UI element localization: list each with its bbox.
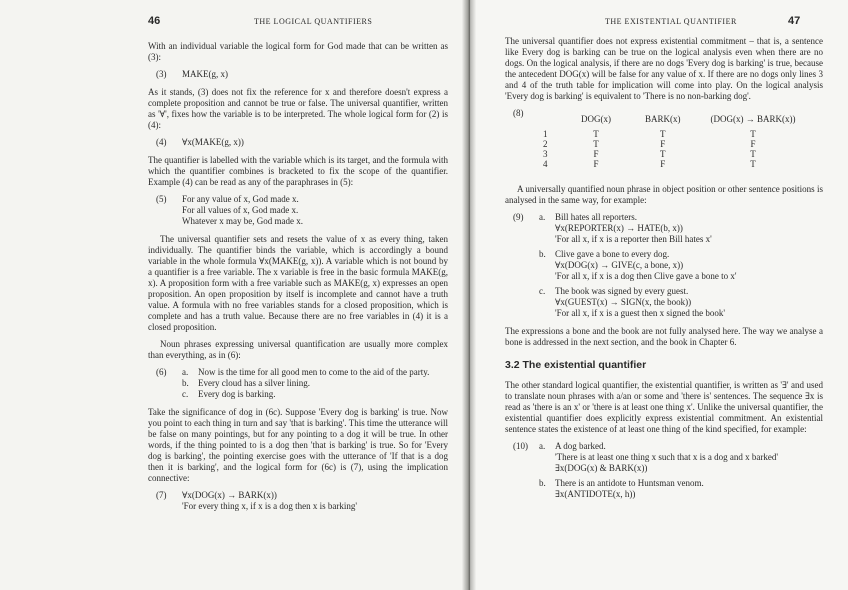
truth-table xyxy=(539,114,800,169)
right-text-column xyxy=(505,36,823,507)
formula: ∀x(GUEST(x) → SIGN(x, the book)) xyxy=(555,297,692,307)
paragraph: The universal quantifier does not express existential commitment – that is, a sentence like Every dog is barking can be true on the logical analysis even when there are no dogs. On the logical analysis, if there are no dogs 'Every dog is barking' is true, because the antecedent DOG(x) will be false for any value of x. If there are no dogs only lines 3 and 4 of the truth table for implication will come into play. On the logical analysis 'Every dog is barking' is equivalent to 'There is no non-barking dog'. xyxy=(505,36,823,101)
example-4 xyxy=(148,137,448,148)
example-number: (4) xyxy=(156,137,167,147)
gloss: 'For every thing x, if x is a dog then x is barking' xyxy=(182,501,357,511)
example-6 xyxy=(148,367,448,400)
example-sentence: Bill hates all reporters. xyxy=(555,212,637,222)
paragraph: Take the significance of dog in (6c). Suppose 'Every dog is barking' is true. Now you point to each thing in turn and say 'that is barking'. This time the utterance will be false on many pointings, but for any pointing to a dog it will be true. In other words, if the thing pointed to is a dog then 'that is barking' is true. So for 'Every dog is barking', the pointing exercise goes with the utterance of 'If that is a dog then it is barking', and the logical form for (6c) is (7), using the implication connective: xyxy=(148,407,448,483)
item-label: a. xyxy=(539,212,546,222)
left-text-column xyxy=(148,41,448,519)
example-number: (5) xyxy=(156,194,167,204)
paragraph: The universal quantifier sets and resets the value of x as every thing, taken individually. The quantifier binds the variable, which is accordingly a bound variable in the whole formula ∀x(MAKE(g, x)). A variable which is not bound by a quantifier is a free variable. The x variable is free in the basic formula MAKE(g, x). A proposition form with a free variable such as MAKE(g, x) expresses an open proposition. An open proposition by itself is incomplete and cannot have a truth value. A formula with no free variables stands for a closed proposition, which is complete and has a truth value. Because there are no free variables in (4) it is a closed proposition. xyxy=(148,234,448,332)
example-number: (8) xyxy=(513,108,524,118)
paraphrase-line: For any value of x, God made x. xyxy=(182,194,299,204)
paragraph: Noun phrases expressing universal quantification are usually more complex than everything, as in (6): xyxy=(148,339,448,360)
item-label: c. xyxy=(539,286,546,296)
gloss: 'For all x, if x is a dog then Clive gave a bone to x' xyxy=(555,271,737,281)
gloss: 'For all x, if x is a guest then x signed the book' xyxy=(555,308,725,318)
example-3 xyxy=(148,69,448,80)
formula: ∀x(DOG(x) → BARK(x)) xyxy=(182,490,277,500)
formula: ∀x(DOG(x) → GIVE(c, a bone, x)) xyxy=(555,260,684,270)
book-gutter xyxy=(462,0,476,590)
example-10 xyxy=(505,441,823,500)
example-number: (3) xyxy=(156,69,167,79)
item-label: b. xyxy=(182,378,189,388)
item-label: c. xyxy=(182,389,189,399)
paragraph: A universally quantified noun phrase in object position or other sentence positions is analysed in the same way, for example: xyxy=(505,184,823,205)
gloss: 'There is at least one thing x such that x is a dog and x barked' xyxy=(555,452,778,462)
formula: MAKE(g, x) xyxy=(182,69,228,79)
example-number: (9) xyxy=(513,212,524,222)
example-sentence: There is an antidote to Huntsman venom. xyxy=(555,478,704,488)
formula: ∀x(REPORTER(x) → HATE(b, x)) xyxy=(555,223,683,233)
example-sentence: A dog barked. xyxy=(555,441,606,451)
paragraph: The quantifier is labelled with the variable which is its target, and the formula with which the quantifier combines is bracketed to fix the scope of the quantifier. Example (4) can be read as any of the paraphrases in (5): xyxy=(148,155,448,187)
item-label: a. xyxy=(182,367,189,377)
example-sentence: Clive gave a bone to every dog. xyxy=(555,249,670,259)
example-number: (7) xyxy=(156,490,167,500)
paraphrase-line: Whatever x may be, God made x. xyxy=(182,216,303,226)
table-row: 4 F F T xyxy=(543,159,756,169)
table-row: 1 T T T xyxy=(543,129,756,139)
item-label: b. xyxy=(539,478,546,488)
paragraph: With an individual variable the logical form for God made that can be written as (3): xyxy=(148,41,448,62)
running-head-right: THE EXISTENTIAL QUANTIFIER xyxy=(605,17,737,26)
page-number-right: 47 xyxy=(788,15,801,27)
formula: ∃x(DOG(x) & BARK(x)) xyxy=(555,463,648,473)
example-sentence: Every dog is barking. xyxy=(198,389,276,399)
table-row: 2 T F F xyxy=(543,139,756,149)
example-sentence: The book was signed by every guest. xyxy=(555,286,689,296)
example-sentence: Now is the time for all good men to come to the aid of the party. xyxy=(198,367,430,377)
example-9 xyxy=(505,212,823,319)
formula: ∀x(MAKE(g, x)) xyxy=(182,137,244,147)
example-7 xyxy=(148,490,448,512)
page-number-left: 46 xyxy=(148,15,161,27)
column-header: (DOG(x) → BARK(x)) xyxy=(710,114,796,124)
formula: ∃x(ANTIDOTE(x, h)) xyxy=(555,489,636,499)
column-header: BARK(x) xyxy=(645,114,681,124)
paragraph: As it stands, (3) does not fix the reference for x and therefore doesn't express a complete proposition and cannot be true or false. The universal quantifier, written as '∀', fixes how the variable is to be interpreted. The whole logical form for (2) is (4): xyxy=(148,87,448,130)
running-head-left: THE LOGICAL QUANTIFIERS xyxy=(254,17,373,26)
paragraph: The other standard logical quantifier, the existential quantifier, is written as '∃' and used to translate noun phrases with a/an or some and 'there is' sentences. The sequence ∃x is read as 'there is an x' or 'there is at least one thing x'. Unlike the universal quantifier, the existential quantifier does explicitly express existential commitment. An existential sentence states the existence of at least one thing of the kind specified, for example: xyxy=(505,380,823,434)
example-number: (10) xyxy=(513,441,528,451)
section-heading: 3.2 The existential quantifier xyxy=(505,359,647,371)
gloss: 'For all x, if x is a reporter then Bill hates x' xyxy=(555,234,712,244)
example-8-truth-table xyxy=(505,108,823,177)
table-row: 3 F T T xyxy=(543,149,756,159)
paragraph: The expressions a bone and the book are not fully analysed here. The way we analyse a bone is addressed in the next section, and the book in Chapter 6. xyxy=(505,326,823,347)
example-number: (6) xyxy=(156,367,167,377)
item-label: b. xyxy=(539,249,546,259)
example-sentence: Every cloud has a silver lining. xyxy=(198,378,310,388)
column-header: DOG(x) xyxy=(581,114,611,124)
item-label: a. xyxy=(539,441,546,451)
example-5 xyxy=(148,194,448,227)
paraphrase-line: For all values of x, God made x. xyxy=(182,205,299,215)
